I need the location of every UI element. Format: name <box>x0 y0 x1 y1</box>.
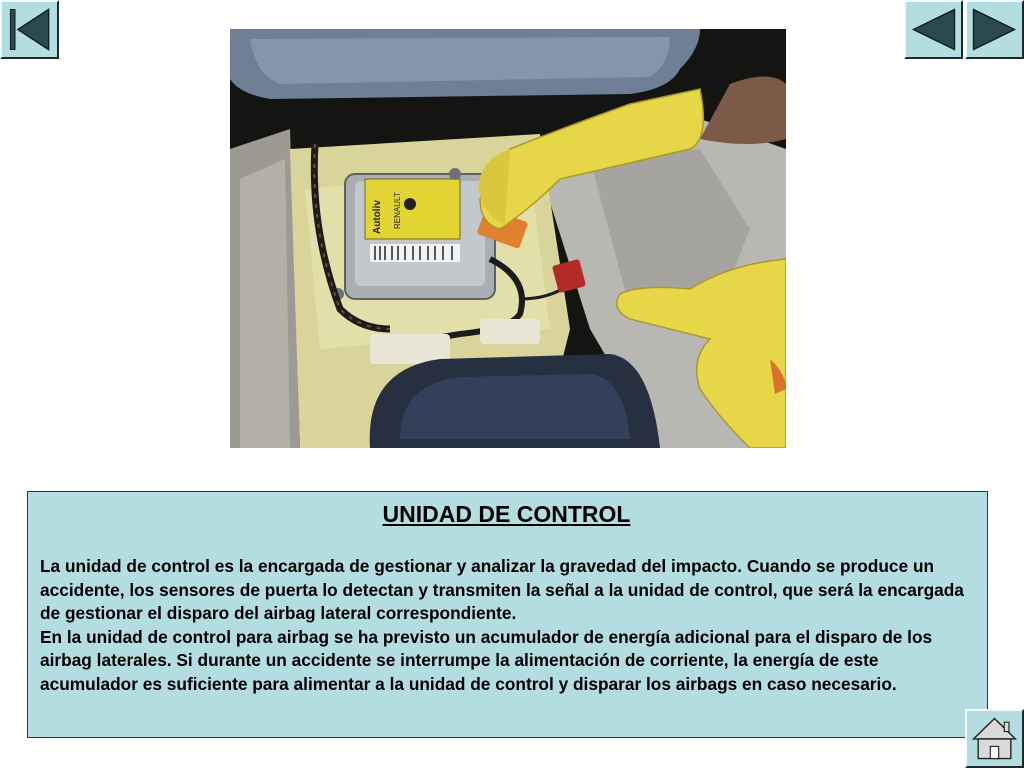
label-brand-text: Autoliv <box>372 200 383 234</box>
next-slide-button[interactable] <box>965 0 1024 59</box>
paragraph-1: La unidad de control es la encargada de gestionar y analizar la gravedad del impacto. Cuando se produce un accidente, los sensores de puerta lo detectan y transmiten la señal a la unidad de control, que será la encargada de gestionar el disparo del airbag lateral correspondiente. <box>40 556 964 623</box>
label-maker-text: RENAULT <box>393 192 402 229</box>
paragraph-2: En la unidad de control para airbag se ha previsto un acumulador de energía adicional para el disparo de los airbag laterales. Si durante un accidente se interrumpe la alimentación de corriente, la energía de este acumulador es suficiente para alimentar a la unidad de control y disparar los airbags en caso necesario. <box>40 626 933 694</box>
first-slide-icon <box>2 2 57 57</box>
previous-slide-icon <box>906 2 961 57</box>
next-slide-icon <box>967 2 1022 57</box>
home-icon <box>967 711 1022 766</box>
home-button[interactable] <box>965 709 1024 768</box>
airbag-control-unit-photo <box>230 29 786 448</box>
first-slide-button[interactable] <box>0 0 59 59</box>
previous-slide-button[interactable] <box>904 0 963 59</box>
panel-title: UNIDAD DE CONTROL <box>382 501 631 527</box>
description-panel <box>27 491 988 738</box>
